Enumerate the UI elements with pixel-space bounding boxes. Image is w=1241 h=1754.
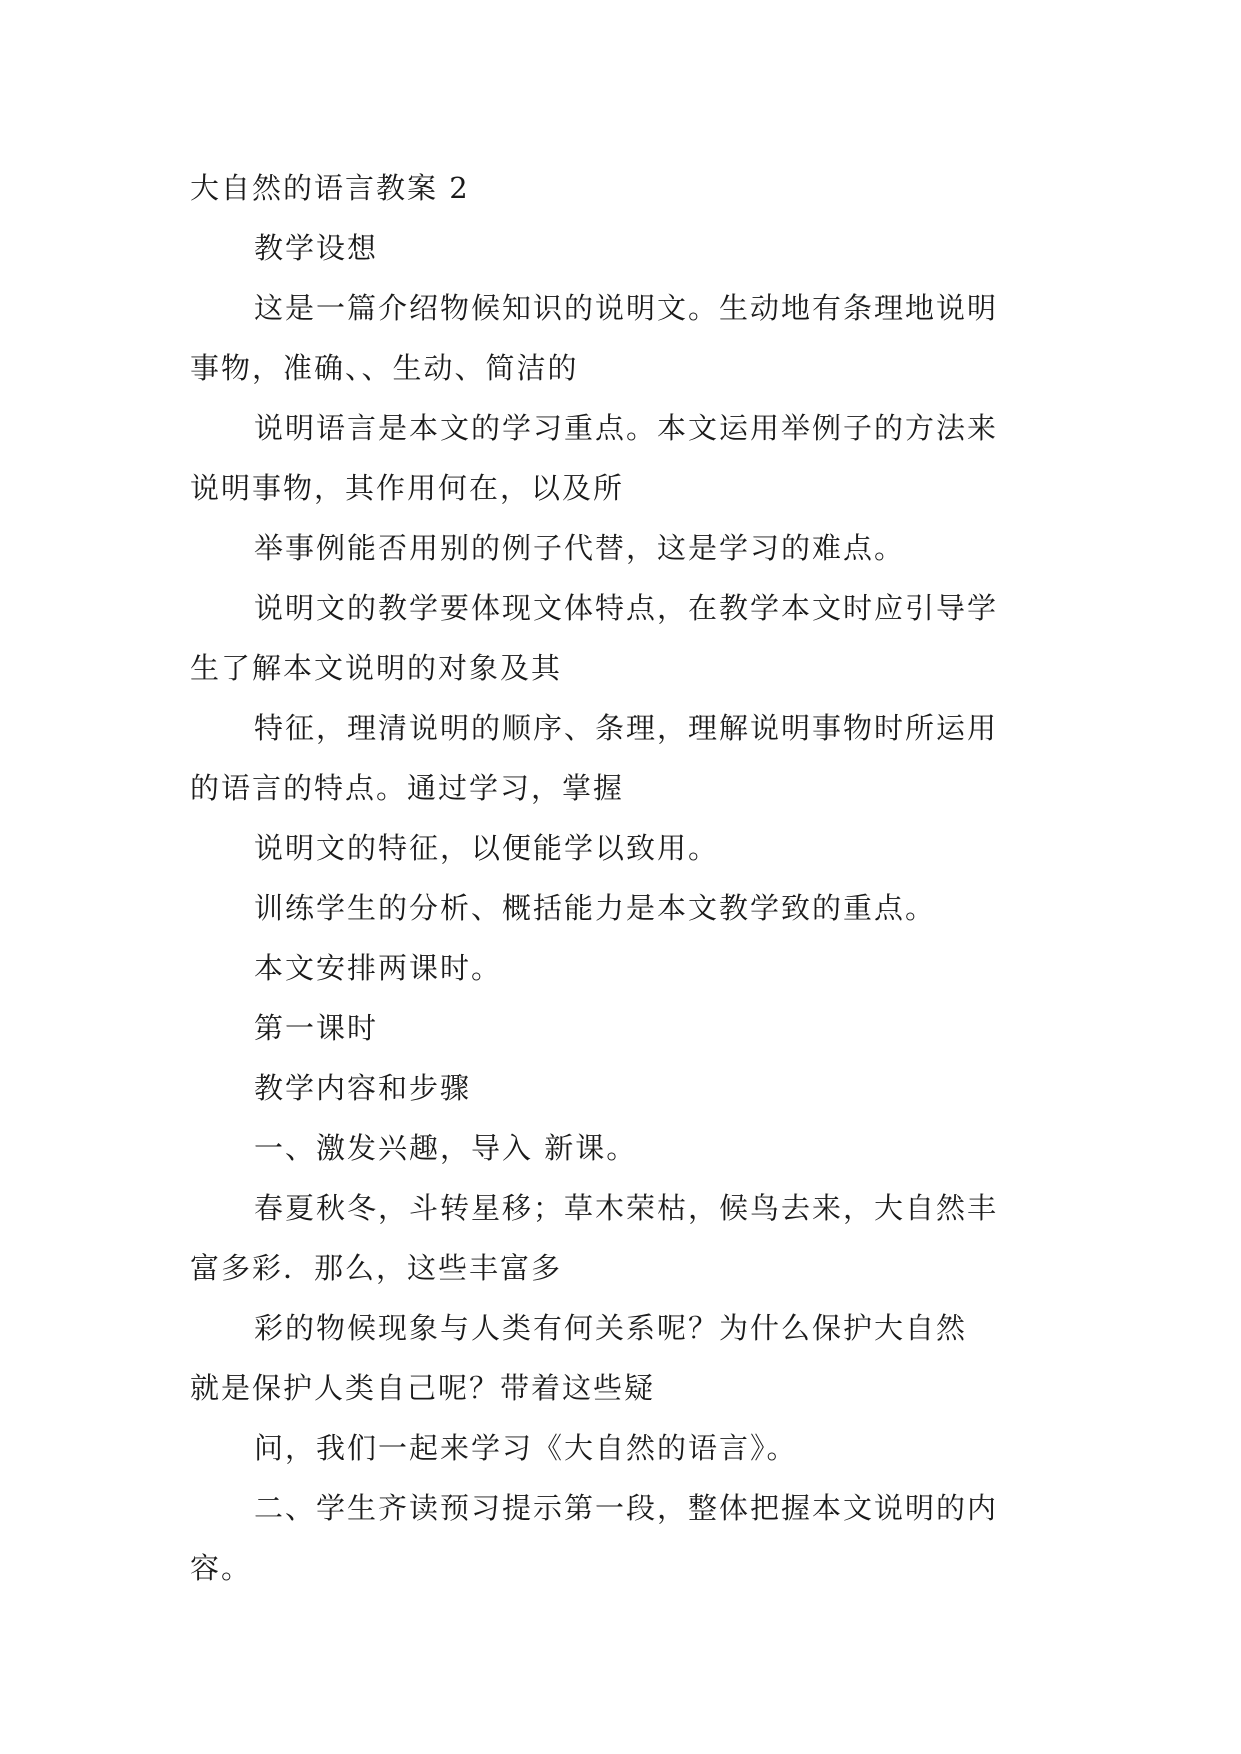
text-line: 教学设想	[254, 231, 379, 265]
text-line: 问，我们一起来学习《大自然的语言》。	[254, 1431, 798, 1465]
text-line: 特征，理清说明的顺序、条理，理解说明事物时所运用	[254, 711, 999, 745]
text-line: 举事例能否用别的例子代替，这是学习的难点。	[254, 531, 906, 565]
document-title: 大自然的语言教案 2	[190, 171, 470, 205]
text-line: 的语言的特点。通过学习，掌握	[190, 771, 625, 805]
text-line: 容。	[190, 1551, 253, 1585]
text-line: 教学内容和步骤	[254, 1071, 472, 1105]
text-line: 事物，准确、、生动、简洁的	[190, 351, 579, 385]
text-line: 说明文的特征，以便能学以致用。	[254, 831, 720, 865]
text-line: 第一课时	[254, 1011, 379, 1045]
document-body	[190, 160, 1050, 1600]
text-line: 说明语言是本文的学习重点。本文运用举例子的方法来	[254, 411, 999, 445]
text-line: 训练学生的分析、概括能力是本文教学致的重点。	[254, 891, 937, 925]
text-line: 本文安排两课时。	[254, 951, 503, 985]
text-line: 富多彩．那么，这些丰富多	[190, 1251, 563, 1285]
text-line: 彩的物候现象与人类有何关系呢？为什么保护大自然	[254, 1311, 968, 1345]
paragraph-list	[190, 220, 1050, 1600]
text-line: 一、激发兴趣，导入 新课。	[254, 1131, 638, 1165]
text-line: 二、学生齐读预习提示第一段，整体把握本文说明的内	[254, 1491, 999, 1525]
text-line: 生了解本文说明的对象及其	[190, 651, 563, 685]
text-line: 说明事物，其作用何在，以及所	[190, 471, 625, 505]
text-line: 就是保护人类自己呢？带着这些疑	[190, 1371, 656, 1405]
text-line: 这是一篇介绍物候知识的说明文。生动地有条理地说明	[254, 291, 999, 325]
text-line: 说明文的教学要体现文体特点，在教学本文时应引导学	[254, 591, 999, 625]
text-line: 春夏秋冬，斗转星移；草木荣枯，候鸟去来，大自然丰	[254, 1191, 999, 1225]
